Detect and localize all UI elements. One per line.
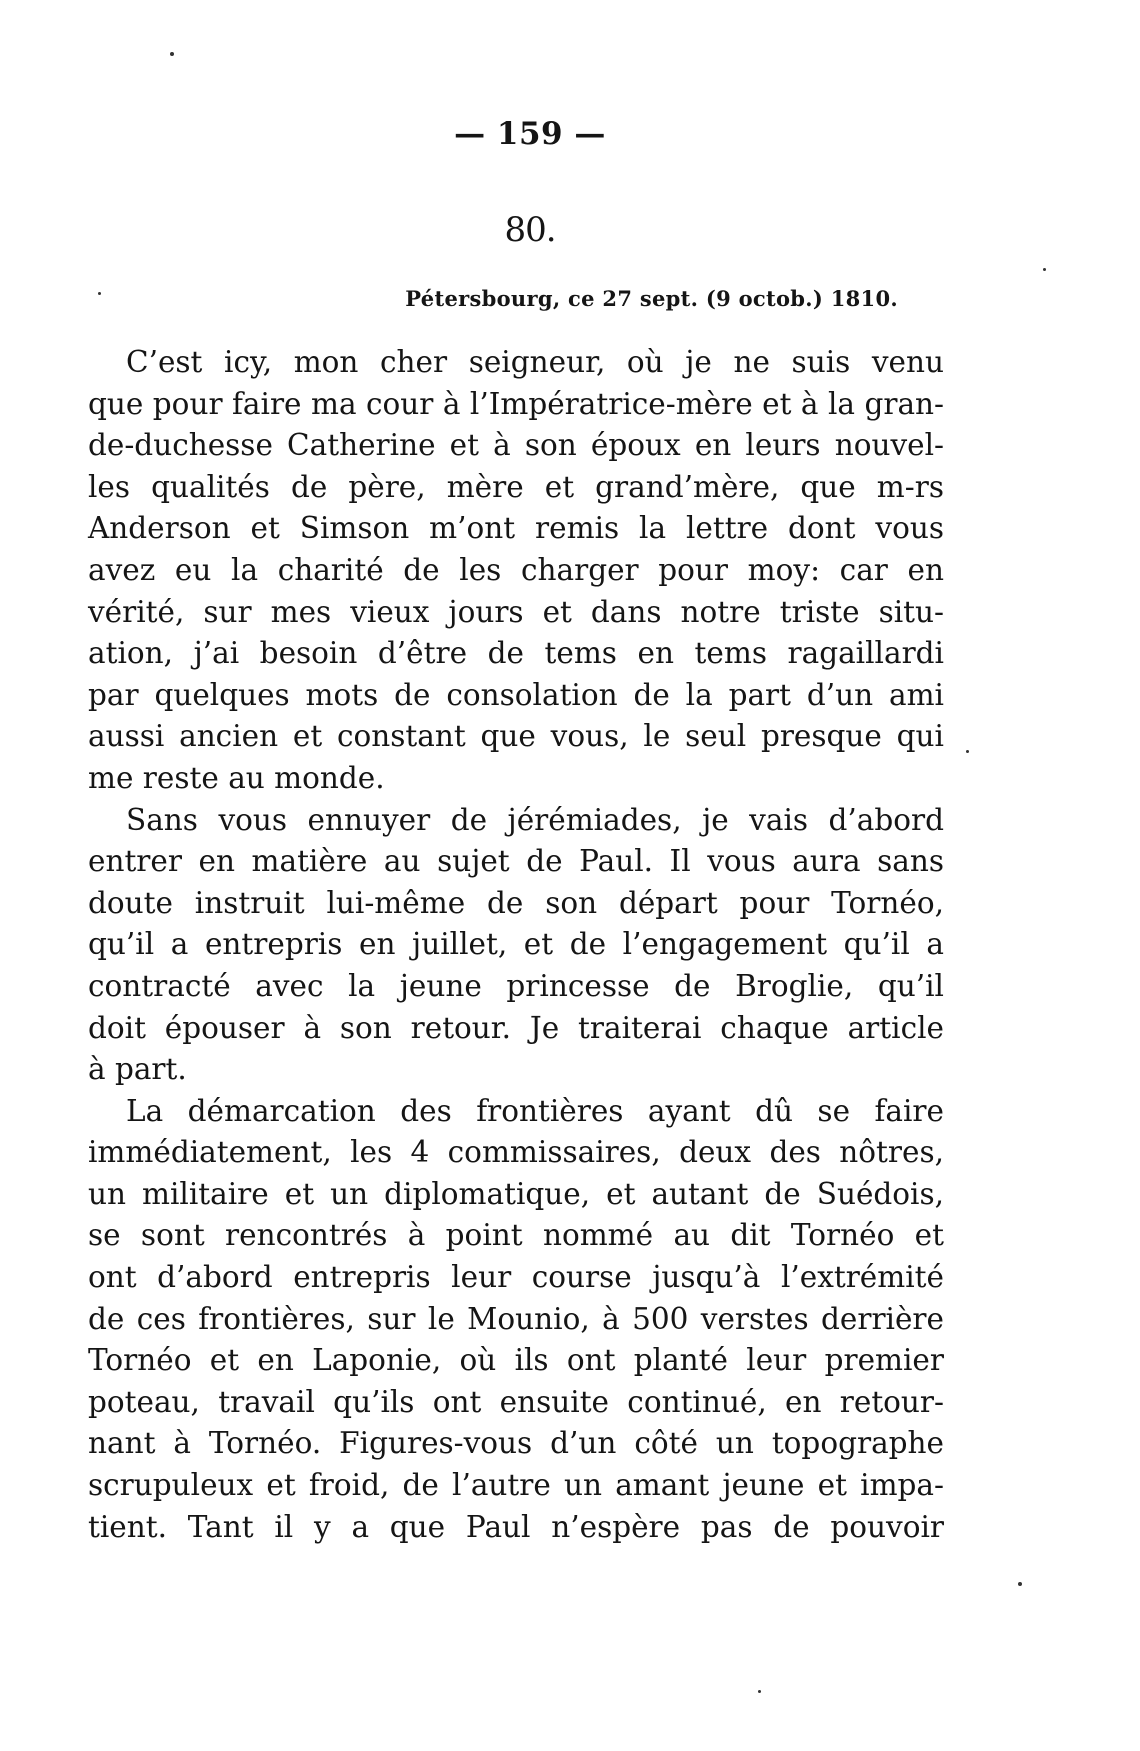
text-line: aussi ancien et constant que vous, le seul presque qui <box>88 719 944 754</box>
scan-speck <box>170 52 174 56</box>
text-line: ont d’abord entrepris leur course jusqu’à l’extrémité <box>88 1260 944 1295</box>
text-line: se sont rencontrés à point nommé au dit Tornéo et <box>88 1218 944 1253</box>
letter-number: 80. <box>504 210 556 250</box>
text-line: ation, j’ai besoin d’être de tems en tems ragaillardi <box>88 636 944 671</box>
scan-speck <box>758 1690 761 1693</box>
text-line: Sans vous ennuyer de jérémiades, je vais d’abord <box>126 802 944 837</box>
page-number: — 159 — <box>454 116 606 152</box>
text-line: qu’il a entrepris en juillet, et de l’engagement qu’il a <box>88 927 944 962</box>
letter-body <box>88 342 944 1548</box>
text-line: avez eu la charité de les charger pour moy: car en <box>88 552 944 587</box>
text-line: Tornéo et en Laponie, où ils ont planté leur premier <box>88 1343 944 1378</box>
scan-speck <box>1018 1582 1022 1586</box>
text-line: tient. Tant il y a que Paul n’espère pas de pouvoir <box>88 1509 944 1544</box>
text-line: La démarcation des frontières ayant dû se faire <box>126 1093 944 1128</box>
text-line: entrer en matière au sujet de Paul. Il vous aura sans <box>88 844 944 879</box>
text-line: poteau, travail qu’ils ont ensuite continué, en retour- <box>88 1384 944 1419</box>
scan-speck <box>98 292 101 295</box>
text-line: doit épouser à son retour. Je traiterai chaque article <box>88 1010 944 1045</box>
text-line: de-duchesse Catherine et à son époux en leurs nouvel- <box>88 428 944 463</box>
text-line: doute instruit lui-même de son départ pour Tornéo, <box>88 885 944 920</box>
text-line: me reste au monde. <box>88 760 385 795</box>
text-line: contracté avec la jeune princesse de Broglie, qu’il <box>88 968 944 1003</box>
text-line: les qualités de père, mère et grand’mère, que m-rs <box>88 469 944 504</box>
text-line: scrupuleux et froid, de l’autre un amant jeune et impa- <box>88 1468 944 1503</box>
text-line: un militaire et un diplomatique, et autant de Suédois, <box>88 1176 944 1211</box>
text-line: immédiatement, les 4 commissaires, deux des nôtres, <box>88 1135 944 1170</box>
text-line: de ces frontières, sur le Mounio, à 500 verstes derrière <box>88 1301 944 1336</box>
text-line: vérité, sur mes vieux jours et dans notre triste situ- <box>88 594 944 629</box>
text-line: que pour faire ma cour à l’Impératrice-mère et à la gran- <box>88 386 944 421</box>
scan-speck <box>1043 268 1046 271</box>
text-line: à part. <box>88 1052 187 1087</box>
text-line: C’est icy, mon cher seigneur, où je ne suis venu <box>126 345 944 379</box>
text-line: nant à Tornéo. Figures-vous d’un côté un topographe <box>88 1426 944 1461</box>
text-line: Anderson et Simson m’ont remis la lettre dont vous <box>88 511 944 546</box>
scan-speck <box>966 750 969 753</box>
dateline: Pétersbourg, ce 27 sept. (9 octob.) 1810. <box>405 286 898 311</box>
text-line: par quelques mots de consolation de la part d’un ami <box>88 677 944 712</box>
